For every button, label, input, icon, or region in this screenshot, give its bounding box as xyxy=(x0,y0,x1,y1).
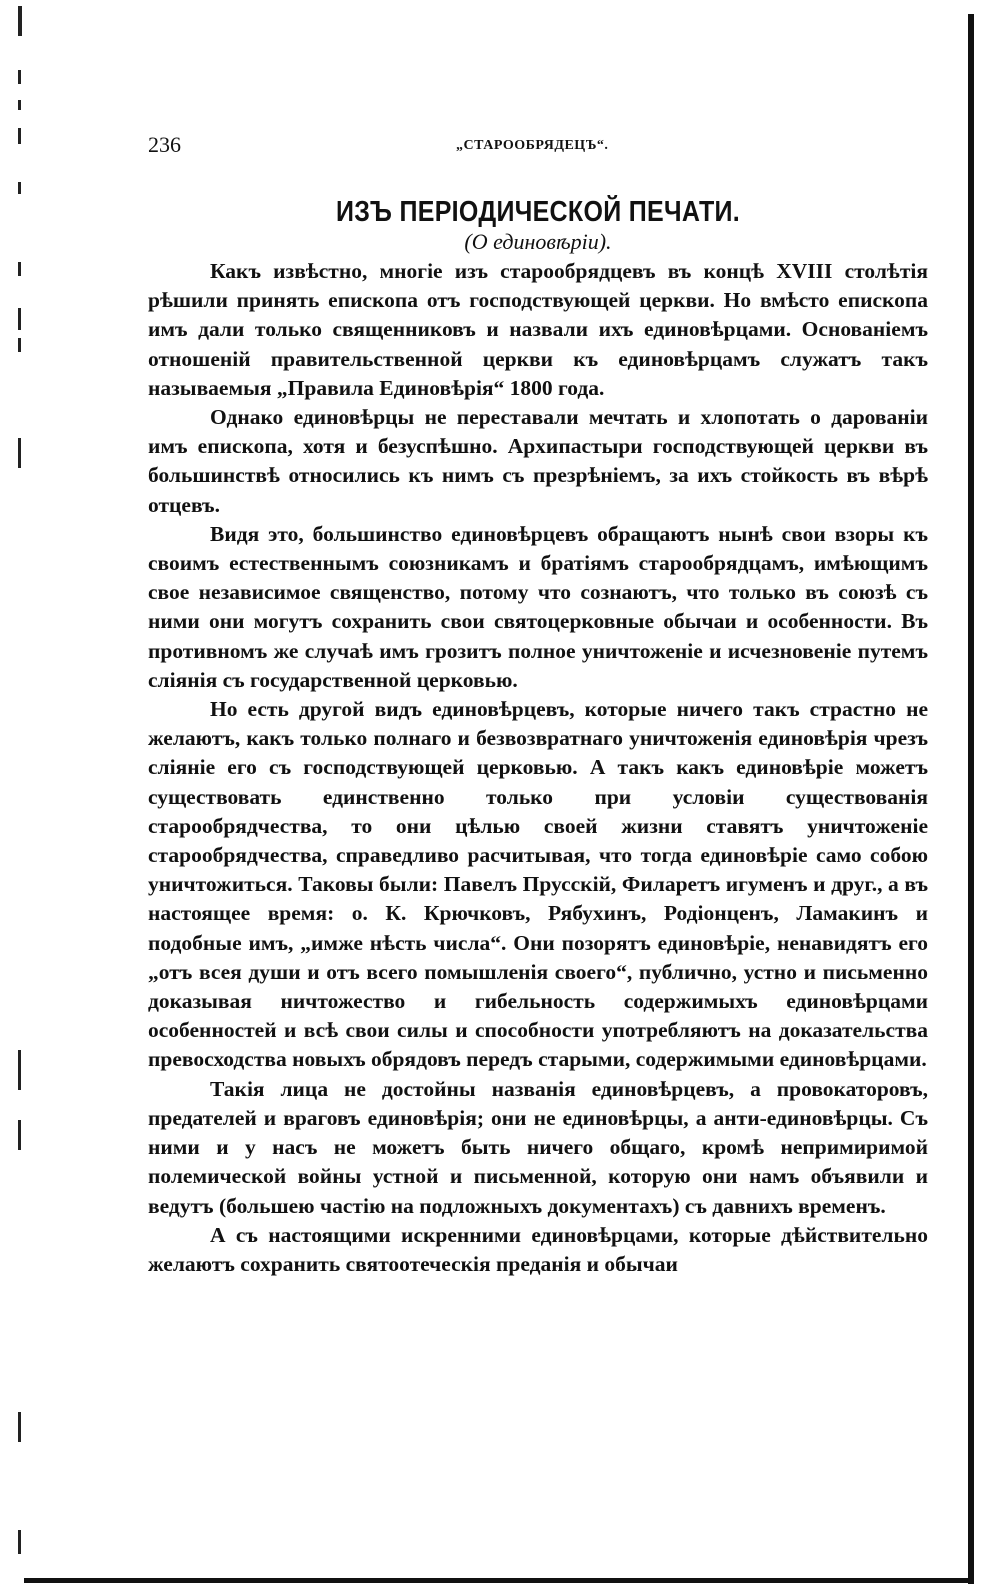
scan-mark xyxy=(18,1530,21,1554)
paragraph: Какъ извѣстно, многіе изъ старообрядцевъ въ концѣ XVIII столѣтія рѣшили принять епископа отъ господствующей церкви. Но вмѣсто епископа имъ дали только священниковъ и назвали ихъ единовѣрцами. Основаніемъ отношеній правительственной церкви къ единовѣрцамъ служатъ такъ называемыя „Правила Единовѣрія“ 1800 года. xyxy=(148,259,928,400)
scan-mark xyxy=(18,262,21,276)
paragraph: Но есть другой видъ единовѣрцевъ, которые ничего такъ страстно не желаютъ, какъ только полнаго и безвозвратнаго уничтоженія единовѣрія чрезъ сліяніе его съ господствующей церковью. А такъ какъ единовѣріе можетъ существовать единственно только при условіи существованія старообрядчества, то они цѣлью своей жизни ставятъ уничтоженіе старообрядчества, справедливо расчитывая, что тогда единовѣріе само собою уничтожиться. Таковы были: Павелъ Прусскій, Филаретъ игуменъ и друг., а въ настоящее время: о. К. Крючковъ, Рябухинъ, Родіонценъ, Ламакинъ и подобные имъ, „имже нѣсть числа“. Они позорятъ единовѣріе, ненавидятъ его „отъ всея души и отъ всего помышленія своего“, публично, устно и письменно доказывая ничтожество и гибельность содержимыхъ единовѣрцами особенностей и всѣ свои силы и способности употребляютъ на доказательства превосходства новыхъ обрядовъ передъ старыми, содержимыми единовѣрцами. xyxy=(148,697,928,1072)
scan-mark xyxy=(18,128,21,144)
scan-mark xyxy=(18,438,21,468)
scan-mark xyxy=(18,1412,21,1442)
scan-mark xyxy=(18,338,21,352)
paragraph: Однако единовѣрцы не переставали мечтать и хлопотать о дарованіи имъ епископа, хотя и безуспѣшно. Архипастыри господствующей церкви въ большинствѣ относились къ нимъ съ презрѣніемъ, за ихъ стойкость въ вѣрѣ отцевъ. xyxy=(148,405,928,517)
scan-mark xyxy=(18,70,21,84)
scan-mark xyxy=(18,1120,21,1150)
page-number: 236 xyxy=(148,132,181,157)
paragraph: Видя это, большинство единовѣрцевъ обращаютъ нынѣ свои взоры къ своимъ естественнымъ союзникамъ и братіямъ старообрядцамъ, имѣющимъ свое независимое священство, потому что сознаютъ, что только въ союзѣ съ ними они могутъ сохранить свои святоцерковные обычаи и особенности. Въ противномъ же случаѣ имъ грозитъ полное уничтоженіе и исчезновеніе путемъ сліянія съ государственной церковью. xyxy=(148,521,928,692)
scan-mark xyxy=(18,182,21,194)
document-page xyxy=(148,132,928,1279)
paragraph: А съ настоящими искренними единовѣрцами, которые дѣйствительно желаютъ сохранить святоотеческія преданія и обычаи xyxy=(148,1222,928,1276)
section-subtitle: (О единовѣріи). xyxy=(464,229,612,254)
section-title: ИЗЪ ПЕРІОДИЧЕСКОЙ ПЕЧАТИ. xyxy=(335,195,741,229)
scan-mark xyxy=(18,1050,21,1090)
scan-mark xyxy=(18,308,21,330)
scan-mark xyxy=(18,100,21,110)
scan-border-right xyxy=(968,14,974,1584)
journal-title: „СТАРООБРЯДЕЦЪ“. xyxy=(456,138,609,153)
scan-mark xyxy=(18,6,22,36)
article-body xyxy=(148,257,928,1279)
running-head xyxy=(148,132,928,164)
scan-border-bottom xyxy=(24,1578,974,1583)
paragraph: Такія лица не достойны названія единовѣрцевъ, а провокаторовъ, предателей и враговъ единовѣрія; они не единовѣрцы, а анти-единовѣрцы. Съ ними и у насъ не можетъ быть ничего общаго, кромѣ непримиримой полемической войны устной и письменной, которую они намъ объявили и ведутъ (большею частію на подложныхъ документахъ) съ давнихъ временъ. xyxy=(148,1076,928,1218)
